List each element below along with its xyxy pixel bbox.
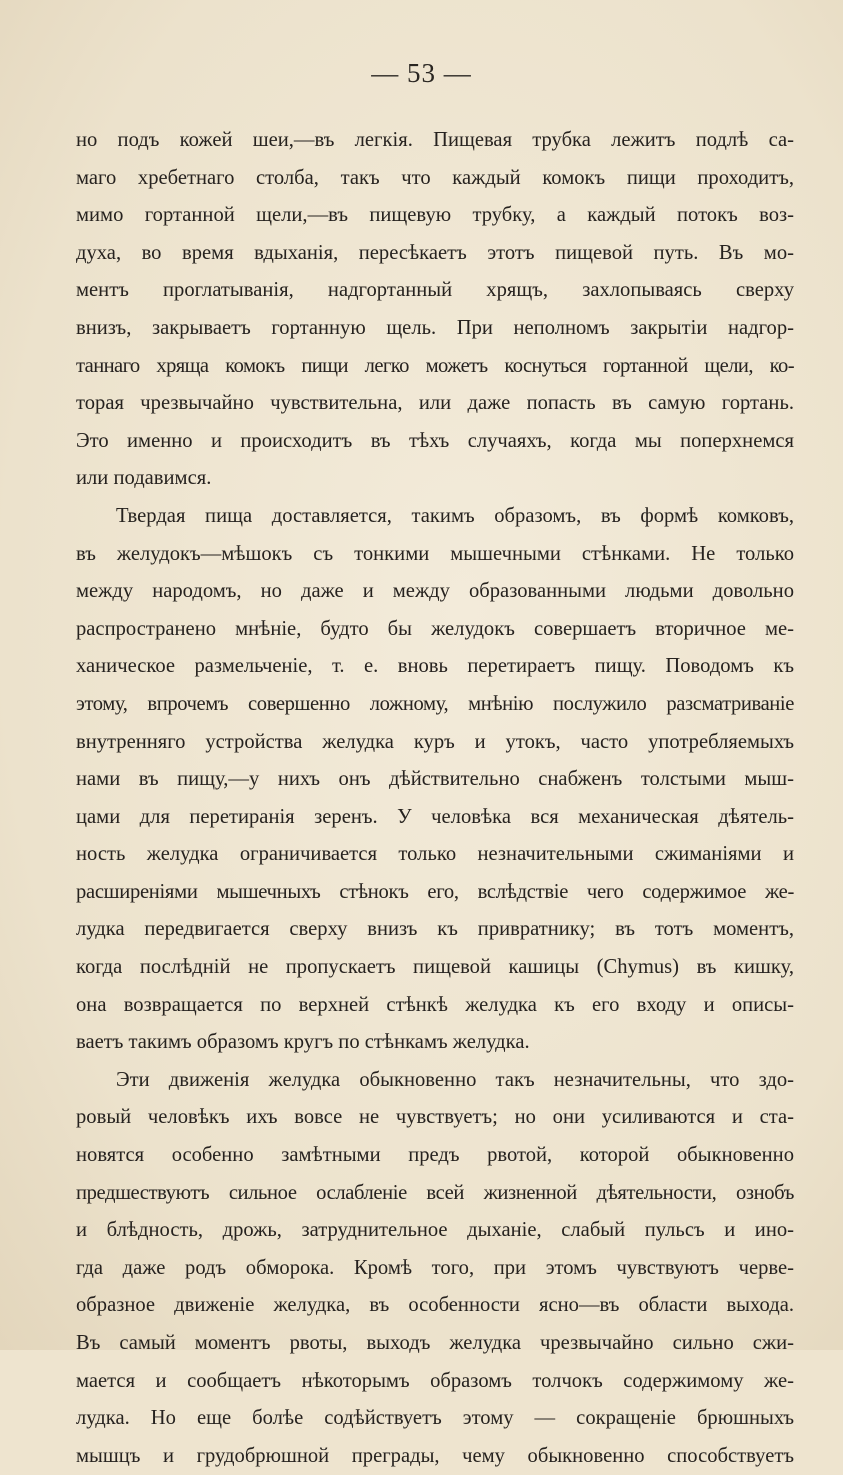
text-line: ность желудка ограничивается только незначительными сжиманіями и xyxy=(76,843,794,866)
text-line: образное движеніе желудка, въ особенности ясно—въ области выхода. xyxy=(76,1294,794,1317)
text-line: новятся особенно замѣтными предъ рвотой, которой обыкновенно xyxy=(76,1144,794,1167)
text-line: внизъ, закрываетъ гортанную щель. При неполномъ закрытіи надгор- xyxy=(76,316,794,339)
text-line: ментъ проглатыванія, надгортанный хрящъ, захлопываясь сверху xyxy=(76,279,794,302)
paragraph-start-line: Эти движенія желудка обыкновенно такъ незначительны, что здо- xyxy=(116,1068,794,1091)
text-line: ровый человѣкъ ихъ вовсе не чувствуетъ; но они усиливаются и ста- xyxy=(76,1106,794,1129)
text-line: мышцъ и грудобрюшной преграды, чему обыкновенно способствуетъ xyxy=(76,1444,794,1467)
text-line: и блѣдность, дрожь, затруднительное дыханіе, слабый пульсъ и ино- xyxy=(76,1219,794,1242)
text-line: духа, во время вдыханія, пересѣкаетъ этотъ пищевой путь. Въ мо- xyxy=(76,241,794,264)
page-number: — 53 — xyxy=(371,58,472,88)
text-line: мается и сообщаетъ нѣкоторымъ образомъ толчокъ содержимому же- xyxy=(76,1369,794,1392)
text-line: гда даже родъ обморока. Кромѣ того, при этомъ чувствуютъ черве- xyxy=(76,1256,794,1279)
text-line: этому, впрочемъ совершенно ложному, мнѣнію послужило разсматриваніе xyxy=(76,692,794,715)
text-line: Въ самый моментъ рвоты, выходъ желудка чрезвычайно сильно сжи- xyxy=(76,1332,794,1354)
text-line: между народомъ, но даже и между образованными людьми довольно xyxy=(76,580,794,603)
text-line: предшествуютъ сильное ослабленіе всей жизненной дѣятельности, ознобъ xyxy=(76,1181,794,1204)
text-line: когда послѣдній не пропускаетъ пищевой кашицы (Chymus) въ кишку, xyxy=(76,956,794,979)
text-line: расширеніями мышечныхъ стѣнокъ его, вслѣдствіе чего содержимое же- xyxy=(76,880,794,903)
text-line: ваетъ такимъ образомъ кругъ по стѣнкамъ желудка. xyxy=(76,1031,530,1054)
text-line: лудка. Но еще болѣе содѣйствуетъ этому — сокращеніе брюшныхъ xyxy=(76,1407,794,1430)
text-line: распространено мнѣніе, будто бы желудокъ совершаетъ вторичное ме- xyxy=(76,617,794,640)
text-line: она возвращается по верхней стѣнкѣ желудка къ его входу и описы- xyxy=(76,993,794,1016)
text-line: лудка передвигается сверху внизъ къ привратнику; въ тотъ моментъ, xyxy=(76,918,794,941)
text-line: или подавимся. xyxy=(76,467,212,490)
text-line: въ желудокъ—мѣшокъ съ тонкими мышечными стѣнками. Не только xyxy=(76,542,794,565)
text-line: торая чрезвычайно чувствительна, или даже попасть въ самую гортань. xyxy=(76,392,794,415)
text-line: цами для перетиранія зеренъ. У человѣка вся механическая дѣятель- xyxy=(76,805,794,828)
body-text xyxy=(76,122,794,1475)
paragraph-start-line: Твердая пища доставляется, такимъ образомъ, въ формѣ комковъ, xyxy=(116,504,794,527)
text-line: но подъ кожей шеи,—въ легкія. Пищевая трубка лежитъ подлѣ са- xyxy=(76,129,794,151)
text-line: ханическое размельченіе, т. е. вновь перетираетъ пищу. Поводомъ къ xyxy=(76,655,794,678)
text-line: маго хребетнаго столба, такъ что каждый комокъ пищи проходитъ, xyxy=(76,166,794,189)
text-line: таннаго хряща комокъ пищи легко можетъ коснуться гортанной щели, ко- xyxy=(76,354,794,377)
text-line: Это именно и происходитъ въ тѣхъ случаяхъ, когда мы поперхнемся xyxy=(76,429,794,452)
text-line: мимо гортанной щели,—въ пищевую трубку, а каждый потокъ воз- xyxy=(76,204,794,227)
text-line: нами въ пищу,—у нихъ онъ дѣйствительно снабженъ толстыми мыш- xyxy=(76,768,794,791)
text-line: внутренняго устройства желудка куръ и утокъ, часто употребляемыхъ xyxy=(76,730,794,753)
